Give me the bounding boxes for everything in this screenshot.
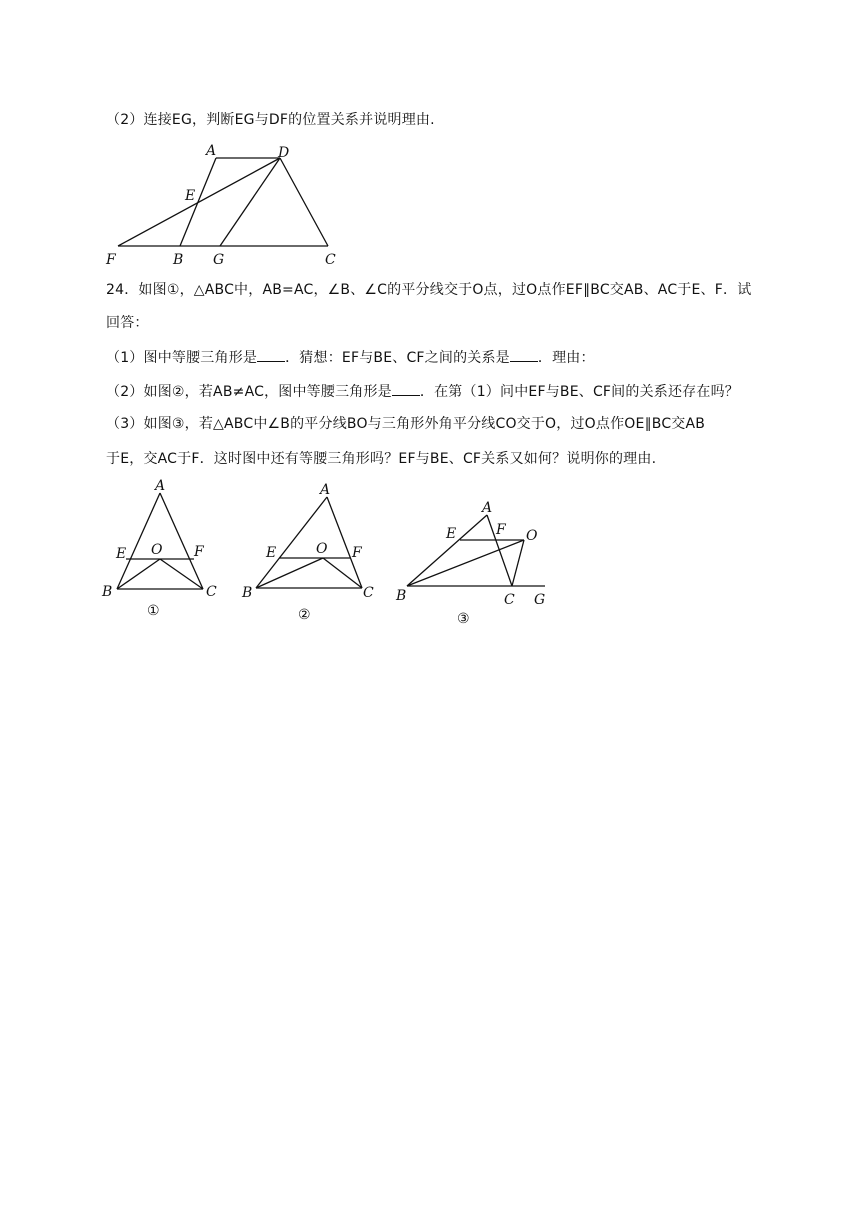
caption-3: ③ bbox=[457, 611, 470, 627]
q24-part1-b: ．猜想：EF与BE、CF之间的关系是 bbox=[285, 350, 510, 366]
label-F: F bbox=[106, 252, 116, 268]
q24-part1-a: （1）图中等腰三角形是 bbox=[106, 350, 258, 366]
label-E: E bbox=[116, 546, 127, 562]
segment-CO bbox=[512, 540, 524, 586]
label-A: A bbox=[206, 143, 217, 159]
label-B: B bbox=[242, 585, 253, 601]
caption-1: ① bbox=[147, 603, 160, 619]
q24-part3-line2: 于E，交AC于F．这时图中还有等腰三角形吗？EF与BE、CF关系又如何？说明你的理由. bbox=[106, 451, 657, 467]
label-B: B bbox=[396, 588, 407, 604]
q24-part1-c: ．理由： bbox=[537, 350, 595, 366]
label-E: E bbox=[266, 545, 277, 561]
label-C: C bbox=[363, 585, 374, 601]
label-F: F bbox=[194, 544, 204, 560]
label-C: C bbox=[325, 252, 336, 268]
label-C: C bbox=[206, 584, 217, 600]
label-A: A bbox=[320, 482, 331, 498]
label-C: C bbox=[504, 592, 515, 608]
label-O: O bbox=[316, 541, 328, 557]
label-G: G bbox=[534, 592, 546, 608]
label-O: O bbox=[151, 542, 163, 558]
label-A: A bbox=[155, 478, 166, 494]
label-F: F bbox=[352, 545, 362, 561]
label-B: B bbox=[102, 584, 113, 600]
label-G: G bbox=[213, 252, 225, 268]
q24-part3-line1: （3）如图③，若△ABC中∠B的平分线BO与三角形外角平分线CO交于O，过O点作OE∥BC交AB bbox=[106, 416, 706, 432]
label-F: F bbox=[496, 522, 506, 538]
q24-part2-b: ．在第（1）问中EF与BE、CF间的关系还存在吗？ bbox=[419, 384, 739, 400]
caption-2: ② bbox=[298, 607, 311, 623]
label-O: O bbox=[526, 528, 538, 544]
label-A: A bbox=[482, 500, 493, 516]
label-B: B bbox=[173, 252, 184, 268]
q24-part2-a: （2）如图②，若AB≠AC，图中等腰三角形是 bbox=[106, 384, 392, 400]
q24-stem-line1: 24．如图①，△ABC中，AB=AC，∠B、∠C的平分线交于O点，过O点作EF∥BC交AB、AC于E、F．试 bbox=[106, 282, 752, 298]
q24-stem-line2: 回答： bbox=[106, 315, 149, 331]
q23-part2-text: （2）连接EG，判断EG与DF的位置关系并说明理由. bbox=[106, 112, 435, 128]
label-E: E bbox=[446, 526, 457, 542]
segment-BO bbox=[407, 540, 524, 586]
label-D: D bbox=[278, 145, 290, 161]
label-E: E bbox=[185, 188, 196, 204]
